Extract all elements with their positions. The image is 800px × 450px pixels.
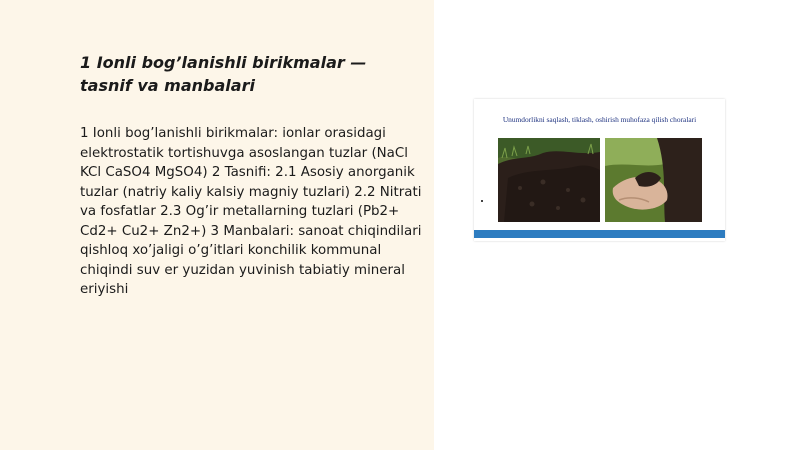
- hands-soil-image: [605, 138, 702, 222]
- soil-photo-left: [498, 138, 600, 222]
- small-dot: [481, 200, 483, 202]
- slide-image: [474, 99, 725, 241]
- soil-mound-image: [498, 138, 600, 222]
- slide-title: 1 Ionli bog’lanishli birikmalar — tasnif va manbalari: [80, 53, 367, 95]
- slide-body-text: 1 Ionli bog’lanishli birikmalar: ionlar orasidagi elektrostatik tortishuvga asoslangan tuzlar (NaCl KCl CaSO4 MgSO4) 2 Tasnifi: 2.1 Asosiy anorganik tuzlar (natriy kaliy kalsiy magniy tuzlari) 2.2 Nitrati va fosfatlar 2.3 Og’ir metallarning tuzlari (Pb2+ Cd2+ Cu2+ Zn2+) 3 Manbalari: sanoat chiqindilari qishloq xo’jaligi o’g’itlari konchilik kommunal chiqindi suv er yuzidan yuvinish tabiatiy mineral eriyishi: [80, 126, 422, 297]
- soil-photo-right: [605, 138, 702, 222]
- image-footer-band: [474, 230, 725, 238]
- image-caption: Unumdorlikni saqlash, tiklash, oshirish muhofaza qilish choralari: [502, 115, 697, 124]
